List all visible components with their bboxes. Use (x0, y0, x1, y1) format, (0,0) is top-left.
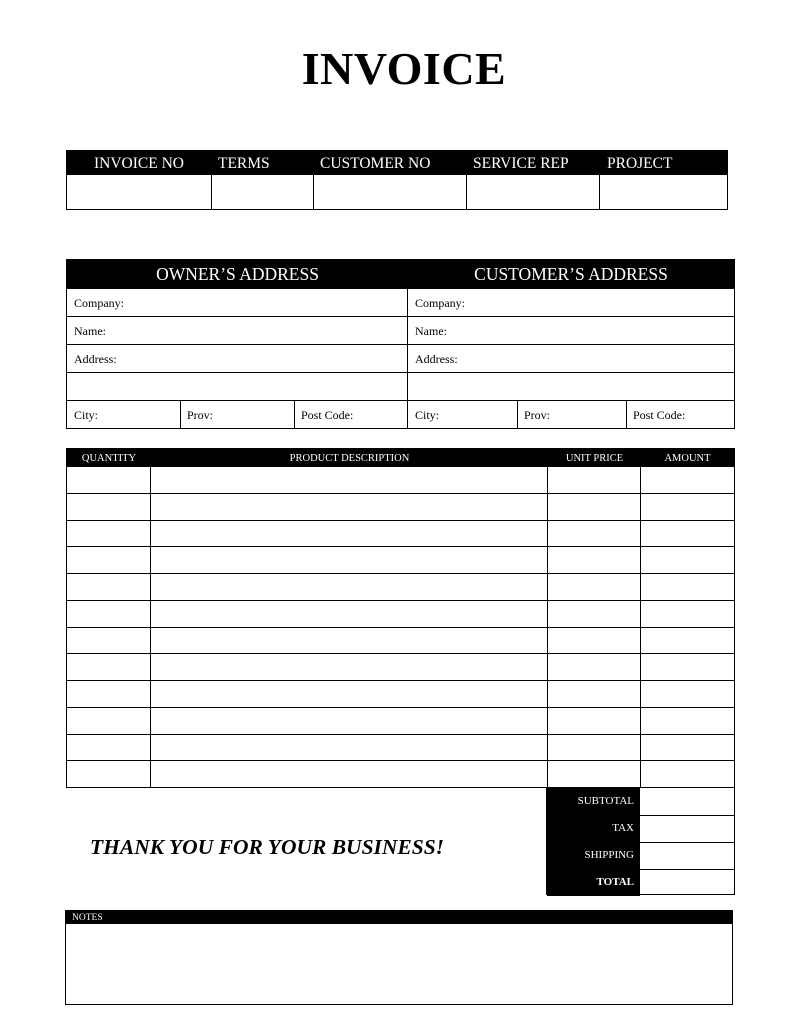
customer-no-field[interactable] (314, 175, 467, 209)
table-row (67, 654, 734, 680)
customer-city-field[interactable]: City: (408, 400, 517, 428)
table-row (67, 521, 734, 547)
amount-cell[interactable] (641, 467, 734, 493)
description-cell[interactable] (151, 547, 547, 573)
unit-price-cell[interactable] (548, 467, 640, 493)
owner-postcode-field[interactable]: Post Code: (294, 400, 408, 428)
table-row (67, 467, 734, 493)
notes-box (65, 910, 733, 1005)
invoice-no-field[interactable] (67, 175, 212, 209)
quantity-cell[interactable] (67, 467, 150, 493)
amount-cell[interactable] (641, 521, 734, 547)
unit-price-cell[interactable] (548, 708, 640, 734)
notes-field[interactable] (66, 924, 732, 1004)
unit-price-cell[interactable] (548, 681, 640, 707)
header-product-description: PRODUCT DESCRIPTION (289, 453, 410, 464)
invoice-title: INVOICE (301, 43, 507, 94)
owner-city-field[interactable]: City: (67, 400, 180, 428)
amount-cell[interactable] (641, 735, 734, 761)
subtotal-label: SUBTOTAL (547, 788, 640, 815)
total-label: TOTAL (547, 869, 640, 896)
header-invoice-no: INVOICE NO (94, 155, 184, 172)
total-field[interactable] (640, 869, 734, 896)
description-cell[interactable] (151, 601, 547, 627)
tax-field[interactable] (640, 815, 734, 842)
description-cell[interactable] (151, 681, 547, 707)
table-row (67, 681, 734, 707)
description-cell[interactable] (151, 628, 547, 654)
table-row (67, 761, 734, 787)
quantity-cell[interactable] (67, 735, 150, 761)
unit-price-cell[interactable] (548, 654, 640, 680)
quantity-cell[interactable] (67, 761, 150, 787)
thank-you-message: THANK YOU FOR YOUR BUSINESS! (90, 835, 445, 859)
owner-company-field[interactable]: Company: (67, 288, 408, 316)
amount-cell[interactable] (641, 494, 734, 520)
table-row (67, 601, 734, 627)
totals-table (546, 787, 735, 895)
unit-price-cell[interactable] (548, 601, 640, 627)
shipping-field[interactable] (640, 842, 734, 869)
customer-prov-field[interactable]: Prov: (517, 400, 626, 428)
amount-cell[interactable] (641, 681, 734, 707)
product-header-bar (67, 449, 734, 467)
header-unit-price: UNIT PRICE (565, 453, 624, 464)
quantity-cell[interactable] (67, 654, 150, 680)
unit-price-cell[interactable] (548, 761, 640, 787)
divider (294, 400, 295, 429)
amount-cell[interactable] (641, 708, 734, 734)
quantity-cell[interactable] (67, 494, 150, 520)
unit-price-cell[interactable] (548, 547, 640, 573)
amount-cell[interactable] (641, 628, 734, 654)
header-project: PROJECT (607, 155, 673, 172)
quantity-cell[interactable] (67, 547, 150, 573)
quantity-cell[interactable] (67, 521, 150, 547)
customer-name-field[interactable]: Name: (408, 316, 734, 344)
description-cell[interactable] (151, 494, 547, 520)
description-cell[interactable] (151, 574, 547, 600)
description-cell[interactable] (151, 467, 547, 493)
quantity-cell[interactable] (67, 708, 150, 734)
invoice-info-table (66, 150, 728, 210)
owner-address-line2-field[interactable] (67, 372, 408, 400)
project-field[interactable] (600, 175, 727, 209)
description-cell[interactable] (151, 708, 547, 734)
table-row (67, 735, 734, 761)
table-row (67, 494, 734, 520)
table-row (67, 628, 734, 654)
service-rep-field[interactable] (467, 175, 600, 209)
divider (180, 400, 181, 429)
amount-cell[interactable] (641, 654, 734, 680)
owner-address-field[interactable]: Address: (67, 344, 408, 372)
description-cell[interactable] (151, 735, 547, 761)
quantity-cell[interactable] (67, 601, 150, 627)
notes-label: NOTES (66, 911, 732, 924)
owner-name-field[interactable]: Name: (67, 316, 408, 344)
customer-company-field[interactable]: Company: (408, 288, 734, 316)
amount-cell[interactable] (641, 761, 734, 787)
amount-cell[interactable] (641, 547, 734, 573)
amount-cell[interactable] (641, 601, 734, 627)
table-row (67, 574, 734, 600)
owner-prov-field[interactable]: Prov: (180, 400, 294, 428)
subtotal-field[interactable] (640, 788, 734, 815)
tax-label: TAX (547, 815, 640, 842)
owner-address-heading: OWNER’S ADDRESS (67, 260, 408, 288)
customer-address-heading: CUSTOMER’S ADDRESS (408, 260, 734, 288)
unit-price-cell[interactable] (548, 574, 640, 600)
unit-price-cell[interactable] (548, 494, 640, 520)
header-quantity: QUANTITY (81, 453, 137, 464)
amount-cell[interactable] (641, 574, 734, 600)
customer-postcode-field[interactable]: Post Code: (626, 400, 734, 428)
header-terms: TERMS (218, 155, 270, 172)
address-table (66, 259, 735, 429)
divider (517, 400, 518, 429)
header-service-rep: SERVICE REP (473, 155, 569, 172)
info-header-bar (67, 151, 727, 175)
customer-address-line2-field[interactable] (408, 372, 734, 400)
description-cell[interactable] (151, 761, 547, 787)
customer-address-field[interactable]: Address: (408, 344, 734, 372)
header-customer-no: CUSTOMER NO (320, 155, 431, 172)
terms-field[interactable] (212, 175, 314, 209)
unit-price-cell[interactable] (548, 735, 640, 761)
quantity-cell[interactable] (67, 628, 150, 654)
table-row (67, 708, 734, 734)
header-amount: AMOUNT (664, 453, 711, 464)
divider (626, 400, 627, 429)
quantity-cell[interactable] (67, 574, 150, 600)
description-cell[interactable] (151, 654, 547, 680)
shipping-label: SHIPPING (547, 842, 640, 869)
product-table (66, 448, 735, 788)
quantity-cell[interactable] (67, 681, 150, 707)
unit-price-cell[interactable] (548, 521, 640, 547)
description-cell[interactable] (151, 521, 547, 547)
unit-price-cell[interactable] (548, 628, 640, 654)
table-row (67, 547, 734, 573)
